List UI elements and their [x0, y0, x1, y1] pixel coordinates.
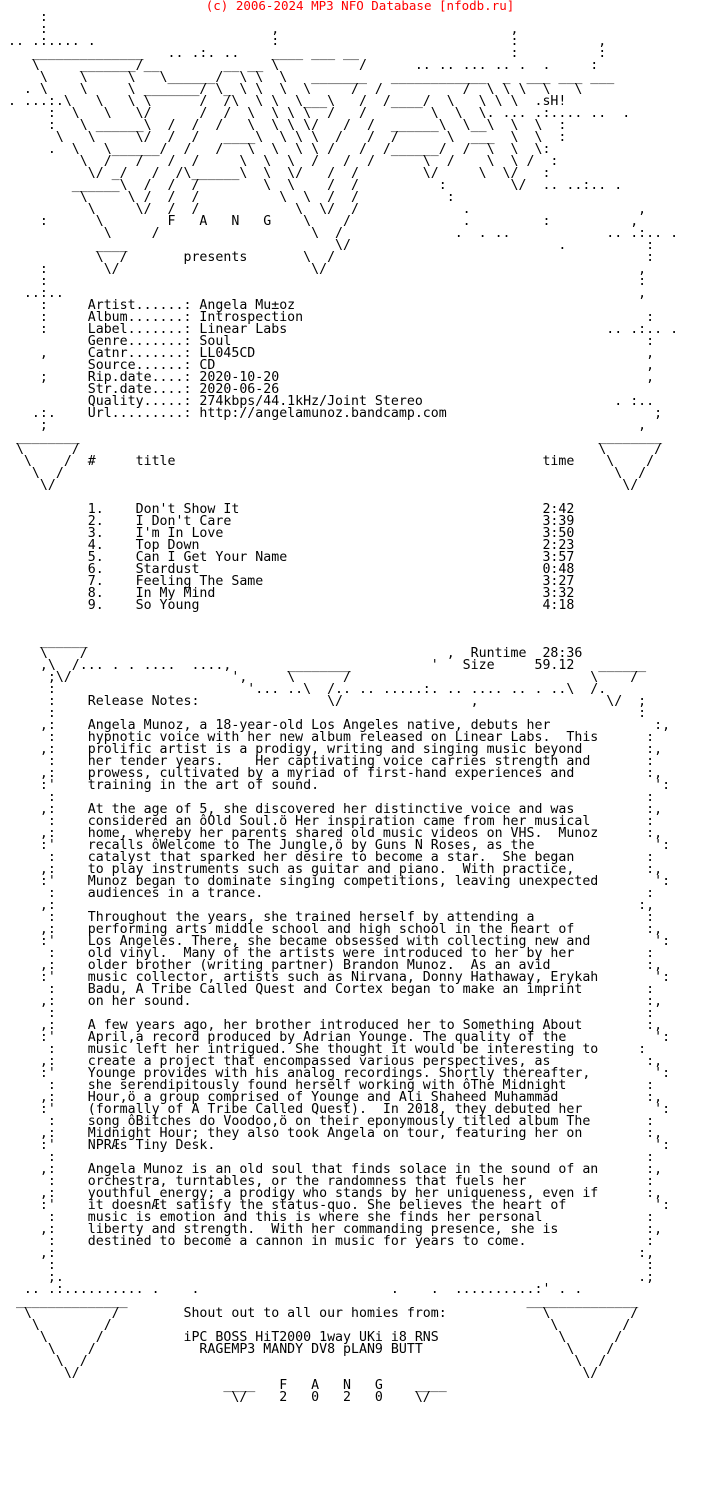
nfo-line: : old vinyl. Many of the artists were introduced to her by her :: [0, 946, 655, 961]
nfo-line: : :: [0, 1006, 655, 1021]
nfo-line: .. .:.... . : : ,: [0, 34, 607, 49]
nfo-line: : '... ..\ /.. .. .....:. .. .... .. . ..\ /.: [0, 682, 607, 697]
nfo-line: . ...:.\ \ \ \ / /\ \ \ \___\ / /____/ \ \ \ \ .sH!: [0, 94, 567, 109]
nfo-line: \ / \ /: [0, 1354, 607, 1369]
nfo-line: 8. In My Mind 3:32: [0, 586, 575, 601]
nfo-line: \ / , Runtime 28:36: [0, 646, 583, 661]
nfo-line: \/ _/ / /\______\ \ \/ / / \/ \ \/ :: [0, 166, 551, 181]
nfo-line: : \ ______\ / / / \ \ \ \/ / / ______\ \__\ \ \ :: [0, 118, 567, 133]
nfo-line: : she serendipitously found herself working with ôThe Midnight :: [0, 1078, 655, 1093]
nfo-line: \ / RAGEMP3 MANDY DV8 pLAN9 BUTT \ /: [0, 1342, 615, 1357]
nfo-line: ______________ .. .:. .. ____ ___ __ : :: [0, 46, 607, 61]
nfo-line: ,: prowess, cultivated by a myriad of first-hand experiences and :,: [0, 766, 663, 781]
nfo-line: : :: [0, 1150, 655, 1165]
nfodb-header: (c) 2006-2024 MP3 NFO Database [nfodb.ru]: [205, 0, 515, 13]
nfo-line: :' training in the art of sound. ':: [0, 778, 671, 793]
nfo-line: : song ôBitches do Voodoo,ö on their eponymously titled album The :: [0, 1114, 655, 1129]
nfo-line: : :: [0, 706, 647, 721]
nfo-line: :: [0, 12, 48, 25]
nfo-line: \/ \/: [0, 1366, 599, 1381]
nfo-line: ,: older brother (writing partner) Brandon Munoz. As an avid :,: [0, 958, 663, 973]
nfo-line: : orchestra, turntables, or the randomness that fuels her :: [0, 1174, 655, 1189]
nfo-line: \/ \/: [0, 478, 639, 493]
nfo-line: :' Los Angeles. There, she became obsessed with collecting new and ':: [0, 934, 671, 949]
nfo-line: 9. So Young 4:18: [0, 598, 575, 613]
nfo-line: : destined to become a cannon in music for years to come. :: [0, 1234, 655, 1249]
nfo-line: \ / \ / . . .. .. .:.. .: [0, 226, 679, 241]
nfo-line: :' recalls ôWelcome to The Jungle,ö by Guns N Roses, as the ':: [0, 838, 671, 853]
nfo-line: 1. Don't Show It 2:42: [0, 502, 575, 517]
nfo-line: ______\ / / / \ \ / / : \/ .. ..:.. .: [0, 178, 623, 193]
nfo-line: ,: create a project that encompassed various perspectives, as :,: [0, 1054, 663, 1069]
nfo-line: :' NPRÆs Tiny Desk. ':: [0, 1138, 671, 1153]
nfo-line: ____ \/ . :: [0, 238, 655, 253]
nfo-text-block: [0, 12, 720, 1404]
nfo-line: ______: [0, 634, 88, 649]
nfo-line: ________ ________: [0, 430, 663, 445]
nfo-line: ,: Hour,ö a group comprised of Younge and Ali Shaheed Muhammad :,: [0, 1090, 663, 1105]
nfo-line: : Label.......: Linear Labs .. .:.. .: [0, 322, 679, 337]
nfo-line: : Artist......: Angela Mu±oz: [0, 298, 296, 313]
nfo-line: : :: [0, 1258, 655, 1273]
nfo-line: \ _______/__ __ __ \ / .. .. ... .. . . :: [0, 58, 599, 73]
nfo-line: 3. I'm In Love 3:50: [0, 526, 575, 541]
nfo-line: \ \ / / / \ \ / / :: [0, 190, 455, 205]
nfo-line: ______________ ______________: [0, 1294, 639, 1309]
nfo-line: 5. Can I Get Your Name 3:57: [0, 550, 575, 565]
nfo-line: Quality.....: 274kbps/44.1kHz/Joint Stereo . :..: [0, 394, 655, 409]
nfo-line: : audiences in a trance. :: [0, 886, 655, 901]
nfo-line: : , ,: [0, 22, 519, 37]
nfo-line: ,\ /... . . .... ...., ________ ' Size 59.12 ______: [0, 658, 647, 673]
nfo-line: : :: [0, 790, 655, 805]
nfo-line: ,: liberty and strength. With her commanding presence, she is :,: [0, 1222, 663, 1237]
nfo-line: ,: youthful energy; a prodigy who stands by her uniqueness, even if :,: [0, 1186, 663, 1201]
nfo-line: ,: Angela Munoz, a 18-year-old Los Angeles native, debuts her :,: [0, 718, 671, 733]
nfo-line: \ / Shout out to all our homies from: \ /: [0, 1306, 639, 1321]
nfo-line: \ / / / / \ \ \ / / / \ / \ \ / :: [0, 154, 559, 169]
nfo-line: 4. Top Down 2:23: [0, 538, 575, 553]
nfo-line: ,: performing arts middle school and high school in the heart of :,: [0, 922, 663, 937]
nfo-line: 7. Feeling The Same 3:27: [0, 574, 575, 589]
nfo-line: : \ F A N G \ / . : ,: [0, 214, 639, 229]
nfo-line: : catalyst that sparked her desire to become a star. She began :: [0, 850, 655, 865]
nfo-line: ,: prolific artist is a prodigy, writing and singing music beyond :,: [0, 742, 663, 757]
nfo-line: \ \ \/ / / ____\ \ \ \ / / / \ ___ \ \ :: [0, 130, 567, 145]
nfo-line: : Release Notes: \/ , \/ ;: [0, 694, 647, 709]
nfo-line: Source......: CD ,: [0, 358, 655, 373]
nfo-line: [0, 624, 720, 636]
nfo-line: ,: :,: [0, 898, 655, 913]
nfo-line: , Catnr.......: LL045CD ,: [0, 346, 655, 361]
nfo-line: : hypnotic voice with her new album released on Linear Labs. This :: [0, 730, 655, 745]
nfo-line: ;. .;: [0, 1270, 655, 1285]
nfo-line: :' Younge provides with his analog recordings. Shortly thereafter, ':: [0, 1066, 671, 1081]
nfo-line: . \ \ \ _______/ \_ \ \ \ \ / / / \ \ \ \ \: [0, 82, 583, 97]
nfo-line: : music is emotion and this is where she finds her personal :: [0, 1210, 655, 1225]
nfo-line: \ \ \ \______/ \ \ \ _______ ____________ _ ___ ___ ___: [0, 70, 615, 85]
nfo-line: ;\/ ', \ / \ /: [0, 670, 639, 685]
nfo-line: : considered an ôOld Soul.ö Her inspiration came from her musical :: [0, 814, 655, 829]
nfo-line: ; Rip.date....: 2020-10-20 ,: [0, 370, 655, 385]
nfo-line: : Throughout the years, she trained herself by attending a :: [0, 910, 655, 925]
nfo-line: ,: Midnight Hour; they also took Angela on tour, featuring her on :,: [0, 1126, 663, 1141]
nfo-line: ,: :,: [0, 1246, 655, 1261]
nfo-line: ,: At the age of 5, she discovered her distinctive voice and was :,: [0, 802, 663, 817]
nfo-line: .:. Url.........: http://angelamunoz.bandcamp.com ;: [0, 406, 663, 421]
nfo-line: 2. I Don't Care 3:39: [0, 514, 575, 529]
nfo-line: Genre.......: Soul :: [0, 334, 655, 349]
nfo-line: .. .:.......... . . . . ..........:' . .: [0, 1282, 583, 1297]
nfo-line: Str.date....: 2020-06-26: [0, 382, 280, 397]
nfo-line: ,: home, whereby her parents shared old music videos on VHS. Munoz :,: [0, 826, 663, 841]
nfo-line: \ / \ /: [0, 466, 647, 481]
nfo-line: \ \/ / / \ \/ / . ,: [0, 202, 647, 217]
nfo-line: \ / iPC BOSS HiT2000 1way UKi i8 RNS \ /: [0, 1330, 623, 1345]
nfo-line: :' music collector, artists such as Nirvana, Donny Hathaway, Erykah ':: [0, 970, 671, 985]
nfo-line: ; ,: [0, 418, 647, 433]
nfo-line: \/ 2 0 2 0 \/: [0, 1390, 431, 1404]
nfo-line: :' (formally of A Tribe Called Quest). In 2018, they debuted her ':: [0, 1102, 671, 1117]
nfo-line: : her tender years. Her captivating voice carries strength and :: [0, 754, 655, 769]
nfo-line: :' Munoz began to dominate singing competitions, leaving unexpected ':: [0, 874, 671, 889]
nfo-line: ____ F A N G ____: [0, 1378, 447, 1393]
nfo-line: :' it doesnÆt satisfy the status-quo. She believes the heart of ':: [0, 1198, 671, 1213]
nfo-line: : \ \ \/ / / \ \ \ \ / / \ \ \. ... .:.... .. .: [0, 106, 631, 121]
nfo-line: . \ \______/ / / \ \ \ \ / / /______/ / \ \ \:: [0, 142, 551, 157]
nfo-line: :' April,a record produced by Adrian Younge. The quality of the ':: [0, 1030, 671, 1045]
nfo-line: \ / # title time \ /: [0, 454, 655, 469]
nfo-line: : music left her intrigued. She thought it would be interesting to :: [0, 1042, 647, 1057]
nfo-line: ,: A few years ago, her brother introduced her to Something About :,: [0, 1018, 663, 1033]
nfo-line: \ / presents \ / :: [0, 250, 655, 265]
nfo-line: : \/ \/ ,: [0, 262, 647, 277]
nfo-line: : :: [0, 274, 647, 289]
nfo-line: ..:.. ,: [0, 286, 647, 301]
nfo-line: : Album.......: Introspection :: [0, 310, 655, 325]
nfo-line: [0, 612, 720, 624]
nfo-line: ,: on her sound. :,: [0, 994, 663, 1009]
nfo-line: ,: Angela Munoz is an old soul that finds solace in the sound of an :,: [0, 1162, 663, 1177]
nfo-line: : Badu, A Tribe Called Quest and Cortex began to make an imprint :: [0, 982, 655, 997]
nfo-line: ,: to play instruments such as guitar and piano. With practice, :,: [0, 862, 663, 877]
nfo-line: \ / \ /: [0, 442, 663, 457]
nfo-line: 6. Stardust 0:48: [0, 562, 575, 577]
nfo-line: \ / \ /: [0, 1318, 631, 1333]
